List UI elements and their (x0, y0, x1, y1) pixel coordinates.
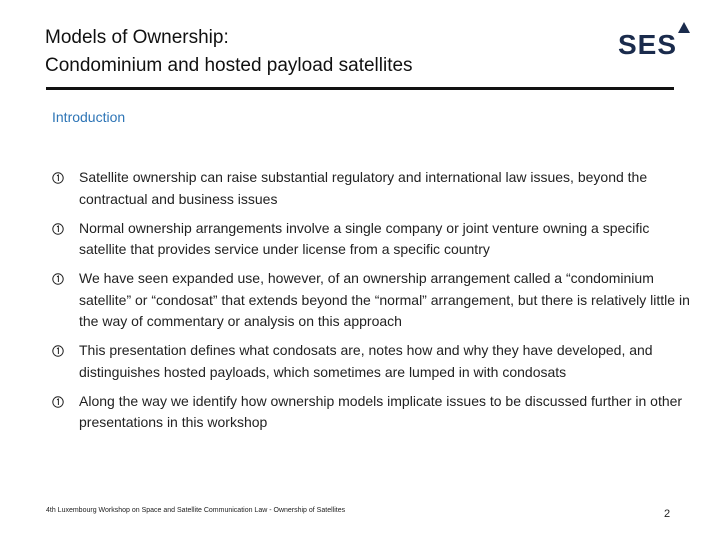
list-item (52, 218, 692, 261)
footer-text: 4th Luxembourg Workshop on Space and Satellite Communication Law - Ownership of Satellites (46, 507, 346, 514)
page-number: 2 (664, 508, 671, 520)
logo-text: SES (618, 29, 678, 60)
circled-number-one-icon (52, 172, 64, 184)
circled-number-one-icon (52, 396, 64, 408)
section-heading: Introduction (52, 109, 126, 125)
title-line-2: Condominium and hosted payload satellites (45, 55, 413, 76)
bullet-text: Normal ownership arrangements involve a single company or joint venture owning a specific satellite that provides service under license from a specific country (79, 219, 650, 257)
list-item (52, 167, 692, 210)
triangle-mark-icon (678, 22, 690, 33)
list-item (52, 268, 692, 333)
circled-number-one-icon (52, 223, 64, 235)
bullet-text: This presentation defines what condosats are, notes how and why they have developed, and distinguishes hosted payloads, which sometimes are lumped in with condosats (79, 342, 653, 380)
title-divider (46, 87, 674, 90)
ses-logo (618, 20, 692, 60)
bullet-text: We have seen expanded use, however, of an ownership arrangement called a “condominium satellite” or “condosat” that extends beyond the “normal” arrangement, but there is relatively little in the way of commentary or analysis on this approach (79, 270, 690, 329)
bullet-list (52, 167, 692, 441)
list-item (52, 340, 692, 383)
bullet-text: Satellite ownership can raise substantial regulatory and international law issues, beyond the contractual and business issues (79, 169, 648, 207)
list-item (52, 391, 692, 434)
slide-title (45, 24, 605, 80)
title-line-1: Models of Ownership: (45, 27, 229, 48)
circled-number-one-icon (52, 273, 64, 285)
circled-number-one-icon (52, 345, 64, 357)
bullet-text: Along the way we identify how ownership models implicate issues to be discussed further in other presentations in this workshop (79, 392, 683, 430)
